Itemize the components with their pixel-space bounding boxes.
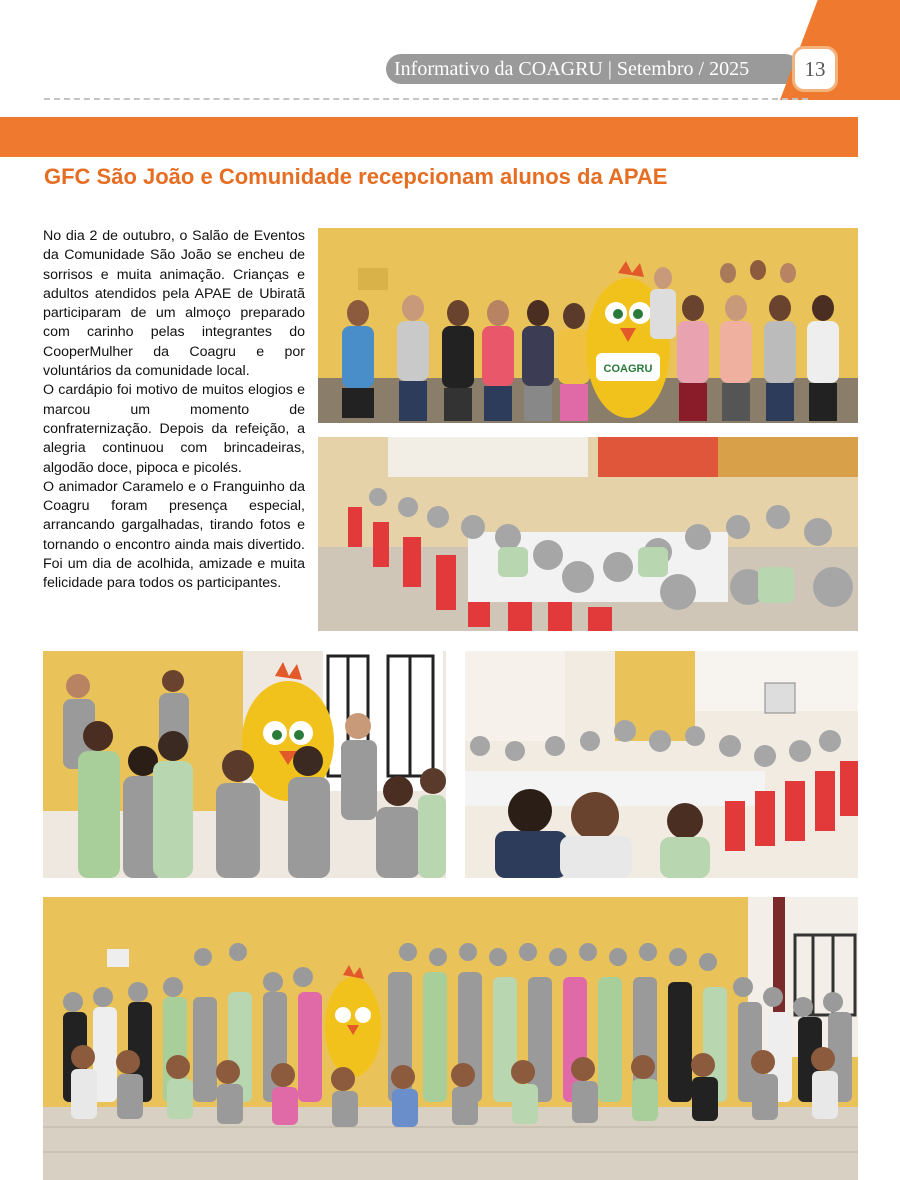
article-title: GFC São João e Comunidade recepcionam alunos da APAE [44,164,668,189]
photo-dining-hall [318,437,858,631]
photo-students-at-tables [465,651,858,878]
article-paragraph: O cardápio foi motivo de muitos elogios e marcou um momento de confraternização. Depois da refeição, a alegria continuou com brincadeiras, algodão doce, pipoca e picolés. [43,382,305,476]
photo-kids-with-mascot [43,651,446,878]
header-divider [44,98,808,100]
publication-title: Informativo da COAGRU | Setembro / 2025 [394,58,750,80]
page-number: 13 [792,46,838,92]
article-paragraph: No dia 2 de outubro, o Salão de Eventos da Comunidade São João se encheu de sorrisos e muita animação. Crianças e adultos atendidos pela APAE de Ubiratã participaram de um almoço preparado com carinho pelas integrantes do CooperMulher da Coagru e por voluntários da comunidade local. [43,228,305,380]
section-bar [0,117,858,157]
photo-volunteers-with-mascot [318,228,858,423]
mascot-shirt-logo: COAGRU [603,363,653,375]
photo-group-portrait [43,897,858,1180]
article-paragraph: O animador Caramelo e o Franguinho da Coagru foram presença especial, arrancando gargalhadas, tirando fotos e tornando o encontro ainda mais divertido. Foi um dia de acolhida, amizade e muita felicidade para todos os participantes. [43,478,305,592]
article-body [43,227,305,594]
